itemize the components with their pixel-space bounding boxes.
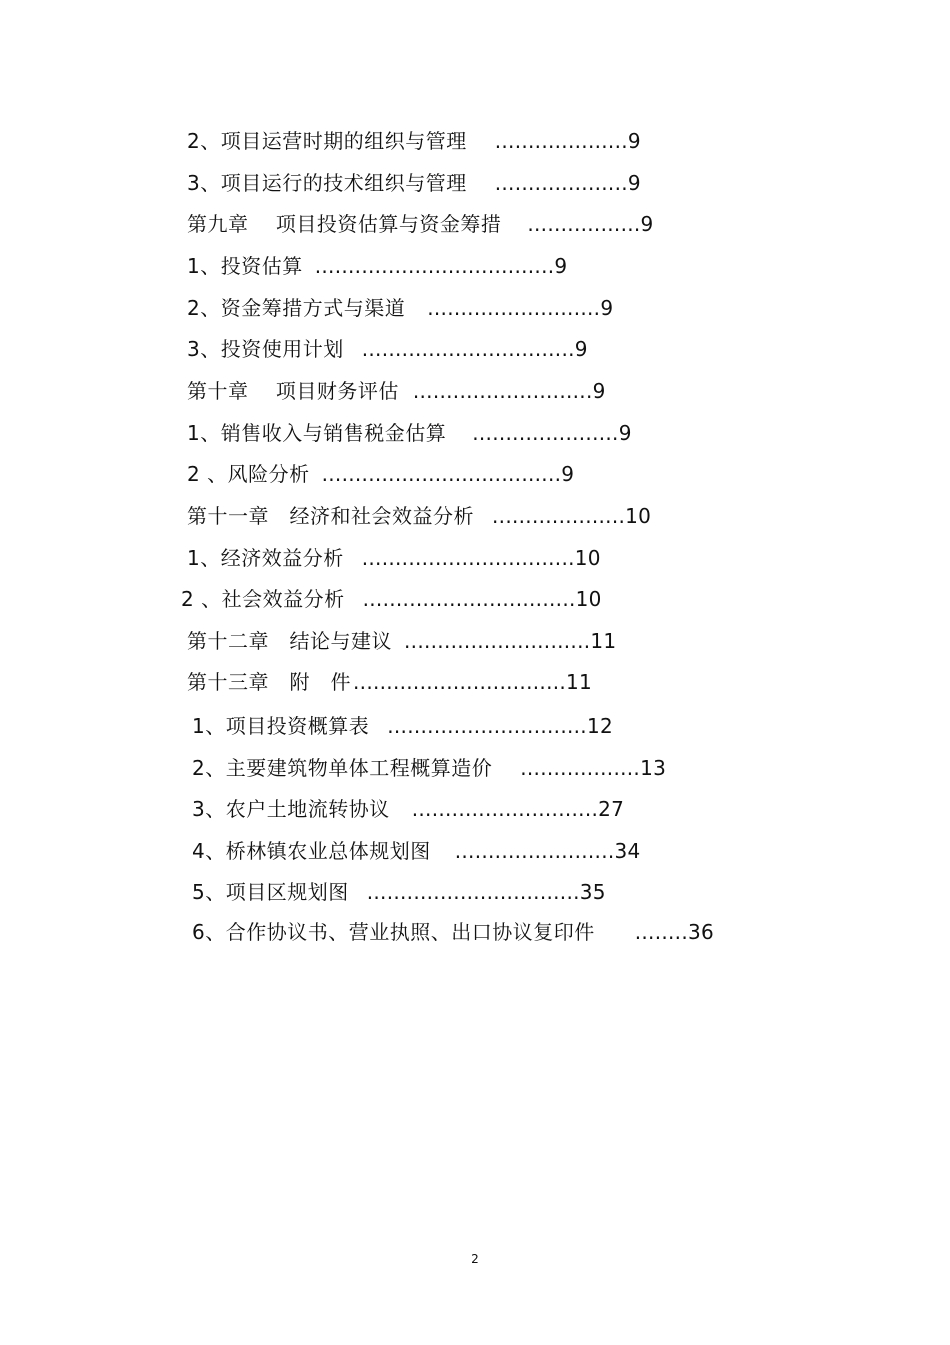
- toc-entry: [187, 459, 574, 489]
- toc-entry: [192, 794, 624, 824]
- toc-entry: [187, 418, 632, 448]
- toc-entry-title: 2 、风险分析: [187, 462, 310, 486]
- toc-entry-title: 第十二章 结论与建议: [187, 629, 392, 653]
- toc-entry-title: 5、项目区规划图: [192, 880, 349, 904]
- toc-entry: [187, 168, 641, 198]
- toc-entry-title: 3、投资使用计划: [187, 337, 344, 361]
- toc-entry: [187, 667, 592, 697]
- toc-entry: [187, 126, 641, 156]
- toc-entry-leader: ........................34: [454, 839, 641, 863]
- toc-entry-leader: ....................9: [494, 129, 641, 153]
- page-number: 2: [471, 1252, 479, 1266]
- toc-entry-title: 6、合作协议书、营业执照、出口协议复印件: [192, 920, 595, 944]
- toc-entry-leader: ..................13: [520, 756, 667, 780]
- toc-entry: [187, 334, 588, 364]
- toc-entry-leader: ....................................9: [314, 254, 568, 278]
- toc-entry-title: 第十一章 经济和社会效益分析: [187, 504, 474, 528]
- toc-entry: [187, 543, 601, 573]
- toc-entry-title: 1、投资估算: [187, 254, 303, 278]
- toc-entry-title: 2、项目运营时期的组织与管理: [187, 129, 467, 153]
- toc-entry-leader: ....................................9: [321, 462, 575, 486]
- toc-entry-title: 3、农户土地流转协议: [192, 797, 390, 821]
- toc-entry-leader: ....................10: [492, 504, 652, 528]
- toc-entry: [192, 711, 613, 741]
- toc-entry-leader: ................................11: [353, 670, 593, 694]
- toc-entry: [187, 626, 616, 656]
- toc-entry-leader: ......................9: [472, 421, 632, 445]
- toc-entry-leader: ................................10: [361, 546, 601, 570]
- toc-entry-leader: ..........................9: [427, 296, 614, 320]
- toc-entry-leader: ................................10: [362, 587, 602, 611]
- toc-entry: [187, 376, 606, 406]
- toc-entry-leader: ........36: [634, 920, 715, 944]
- toc-entry-leader: ..............................12: [387, 714, 614, 738]
- toc-entry-title: 第十章 项目财务评估: [187, 379, 399, 403]
- toc-entry-title: 2、主要建筑物单体工程概算造价: [192, 756, 493, 780]
- toc-entry-title: 3、项目运行的技术组织与管理: [187, 171, 467, 195]
- toc-entry-title: 2 、社会效益分析: [181, 587, 345, 611]
- toc-entry-title: 1、项目投资概算表: [192, 714, 370, 738]
- toc-entry-title: 1、经济效益分析: [187, 546, 344, 570]
- toc-entry: [187, 209, 654, 239]
- toc-entry-leader: .................9: [527, 212, 654, 236]
- toc-entry: [192, 753, 666, 783]
- toc-entry-leader: ............................11: [404, 629, 617, 653]
- toc-entry-leader: ...........................9: [412, 379, 606, 403]
- toc-entry: [192, 917, 714, 947]
- toc-entry-title: 4、桥林镇农业总体规划图: [192, 839, 431, 863]
- toc-entry-title: 第十三章 附 件: [187, 670, 351, 694]
- toc-entry: [192, 877, 606, 907]
- toc-entry-leader: ................................9: [361, 337, 588, 361]
- toc-entry: [181, 584, 602, 614]
- toc-entry: [187, 293, 613, 323]
- toc-entry-title: 第九章 项目投资估算与资金筹措: [187, 212, 502, 236]
- toc-entry: [187, 251, 567, 281]
- toc-entry-leader: ....................9: [494, 171, 641, 195]
- toc-entry: [187, 501, 651, 531]
- toc-entry: [192, 836, 641, 866]
- toc-entry-leader: ................................35: [366, 880, 606, 904]
- toc-entry-leader: ............................27: [411, 797, 625, 821]
- toc-entry-title: 1、销售收入与销售税金估算: [187, 421, 447, 445]
- toc-entry-title: 2、资金筹措方式与渠道: [187, 296, 406, 320]
